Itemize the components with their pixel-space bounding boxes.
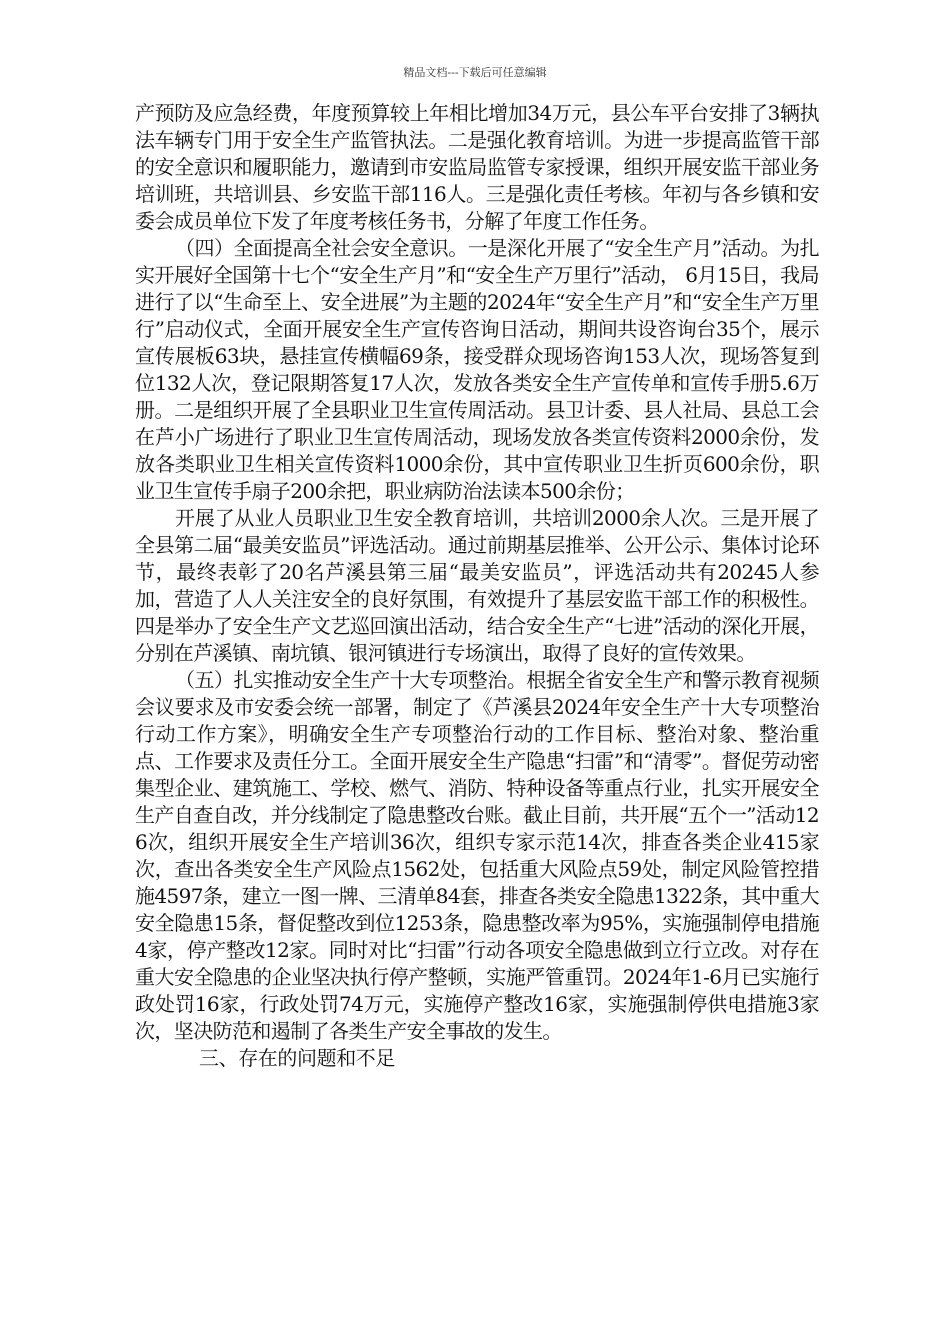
paragraph-funding-training: 产预防及应急经费，年度预算较上年相比增加34万元，县公车平台安排了3辆执法车辆专门用于安全生产监管执法。二是强化教育培训。为进一步提高监管干部的安全意识和履职能力，邀请到市安监局监管专家授课，组织开展安监干部业务培训班，共培训县、乡安监干部116人。三是强化责任考核。年初与各乡镇和安委会成员单位下发了年度考核任务书，分解了年度工作任务。 <box>135 101 819 233</box>
section-heading-problems: 三、存在的问题和不足 <box>199 1046 395 1070</box>
page-header: 精品文档---下载后可任意编辑 <box>403 66 547 79</box>
paragraph-safety-awareness: （四）全面提高全社会安全意识。一是深化开展了“安全生产月”活动。为扎实开展好全国第十七个“安全生产月”和“安全生产万里行”活动， 6月15日，我局进行了以“生命至上、安全进展”为主题的2024年“安全生产月”和“安全生产万里行”启动仪式，全面开展安全生产宣传咨询日活动，期间共设咨询台35个，展示宣传展板63块，悬挂宣传横幅69条，接受群众现场咨询153人次，现场答复到位132人次，登记限期答复17人次，发放各类安全生产宣传单和宣传手册5.6万册。二是组织开展了全县职业卫生宣传周活动。县卫计委、县人社局、县总工会在芦小广场进行了职业卫生宣传周活动，现场发放各类宣传资料2000余份，发放各类职业卫生相关宣传资料1000余份，其中宣传职业卫生折页600余份，职业卫生宣传手扇子200余把，职业病防治法读本500余份； <box>135 236 819 503</box>
paragraph-training-activities: 开展了从业人员职业卫生安全教育培训，共培训2000余人次。三是开展了全县第二届“最美安监员”评选活动。通过前期基层推举、公开公示、集体讨论环节，最终表彰了20名芦溪县第三届“最美安监员”，评选活动共有20245人参加，营造了人人关注安全的良好氛围，有效提升了基层安监干部工作的积极性。四是举办了安全生产文艺巡回演出活动，结合安全生产“七进”活动的深化开展，分别在芦溪镇、南坑镇、银河镇进行专场演出，取得了良好的宣传效果。 <box>135 506 819 665</box>
document-body <box>135 100 819 1072</box>
paragraph-special-rectification: （五）扎实推动安全生产十大专项整治。根据全省安全生产和警示教育视频会议要求及市安委会统一部署，制定了《芦溪县2024年安全生产十大专项整治行动工作方案》，明确安全生产专项整治行动的工作目标、整治对象、整治重点、工作要求及责任分工。全面开展安全生产隐患“扫雷”和“清零”。督促劳动密集型企业、建筑施工、学校、燃气、消防、特种设备等重点行业，扎实开展安全生产自查自改，并分线制定了隐患整改台账。截止目前，共开展“五个一”活动126次，组织开展安全生产培训36次，组织专家示范14次，排查各类企业415家次，查出各类安全生产风险点1562处，包括重大风险点59处，制定风险管控措施4597条，建立一图一牌、三清单84套，排查各类安全隐患1322条，其中重大安全隐患15条，督促整改到位1253条，隐患整改率为95%，实施强制停电措施4家，停产整改12家。同时对比“扫雷”行动各项安全隐患做到立行立改。对存在重大安全隐患的企业坚决执行停产整顿，实施严管重罚。2024年1-6月已实施行政处罚16家，行政处罚74万元，实施停产整改16家，实施强制停供电措施3家次，坚决防范和遏制了各类生产安全事故的发生。 <box>135 668 819 1043</box>
